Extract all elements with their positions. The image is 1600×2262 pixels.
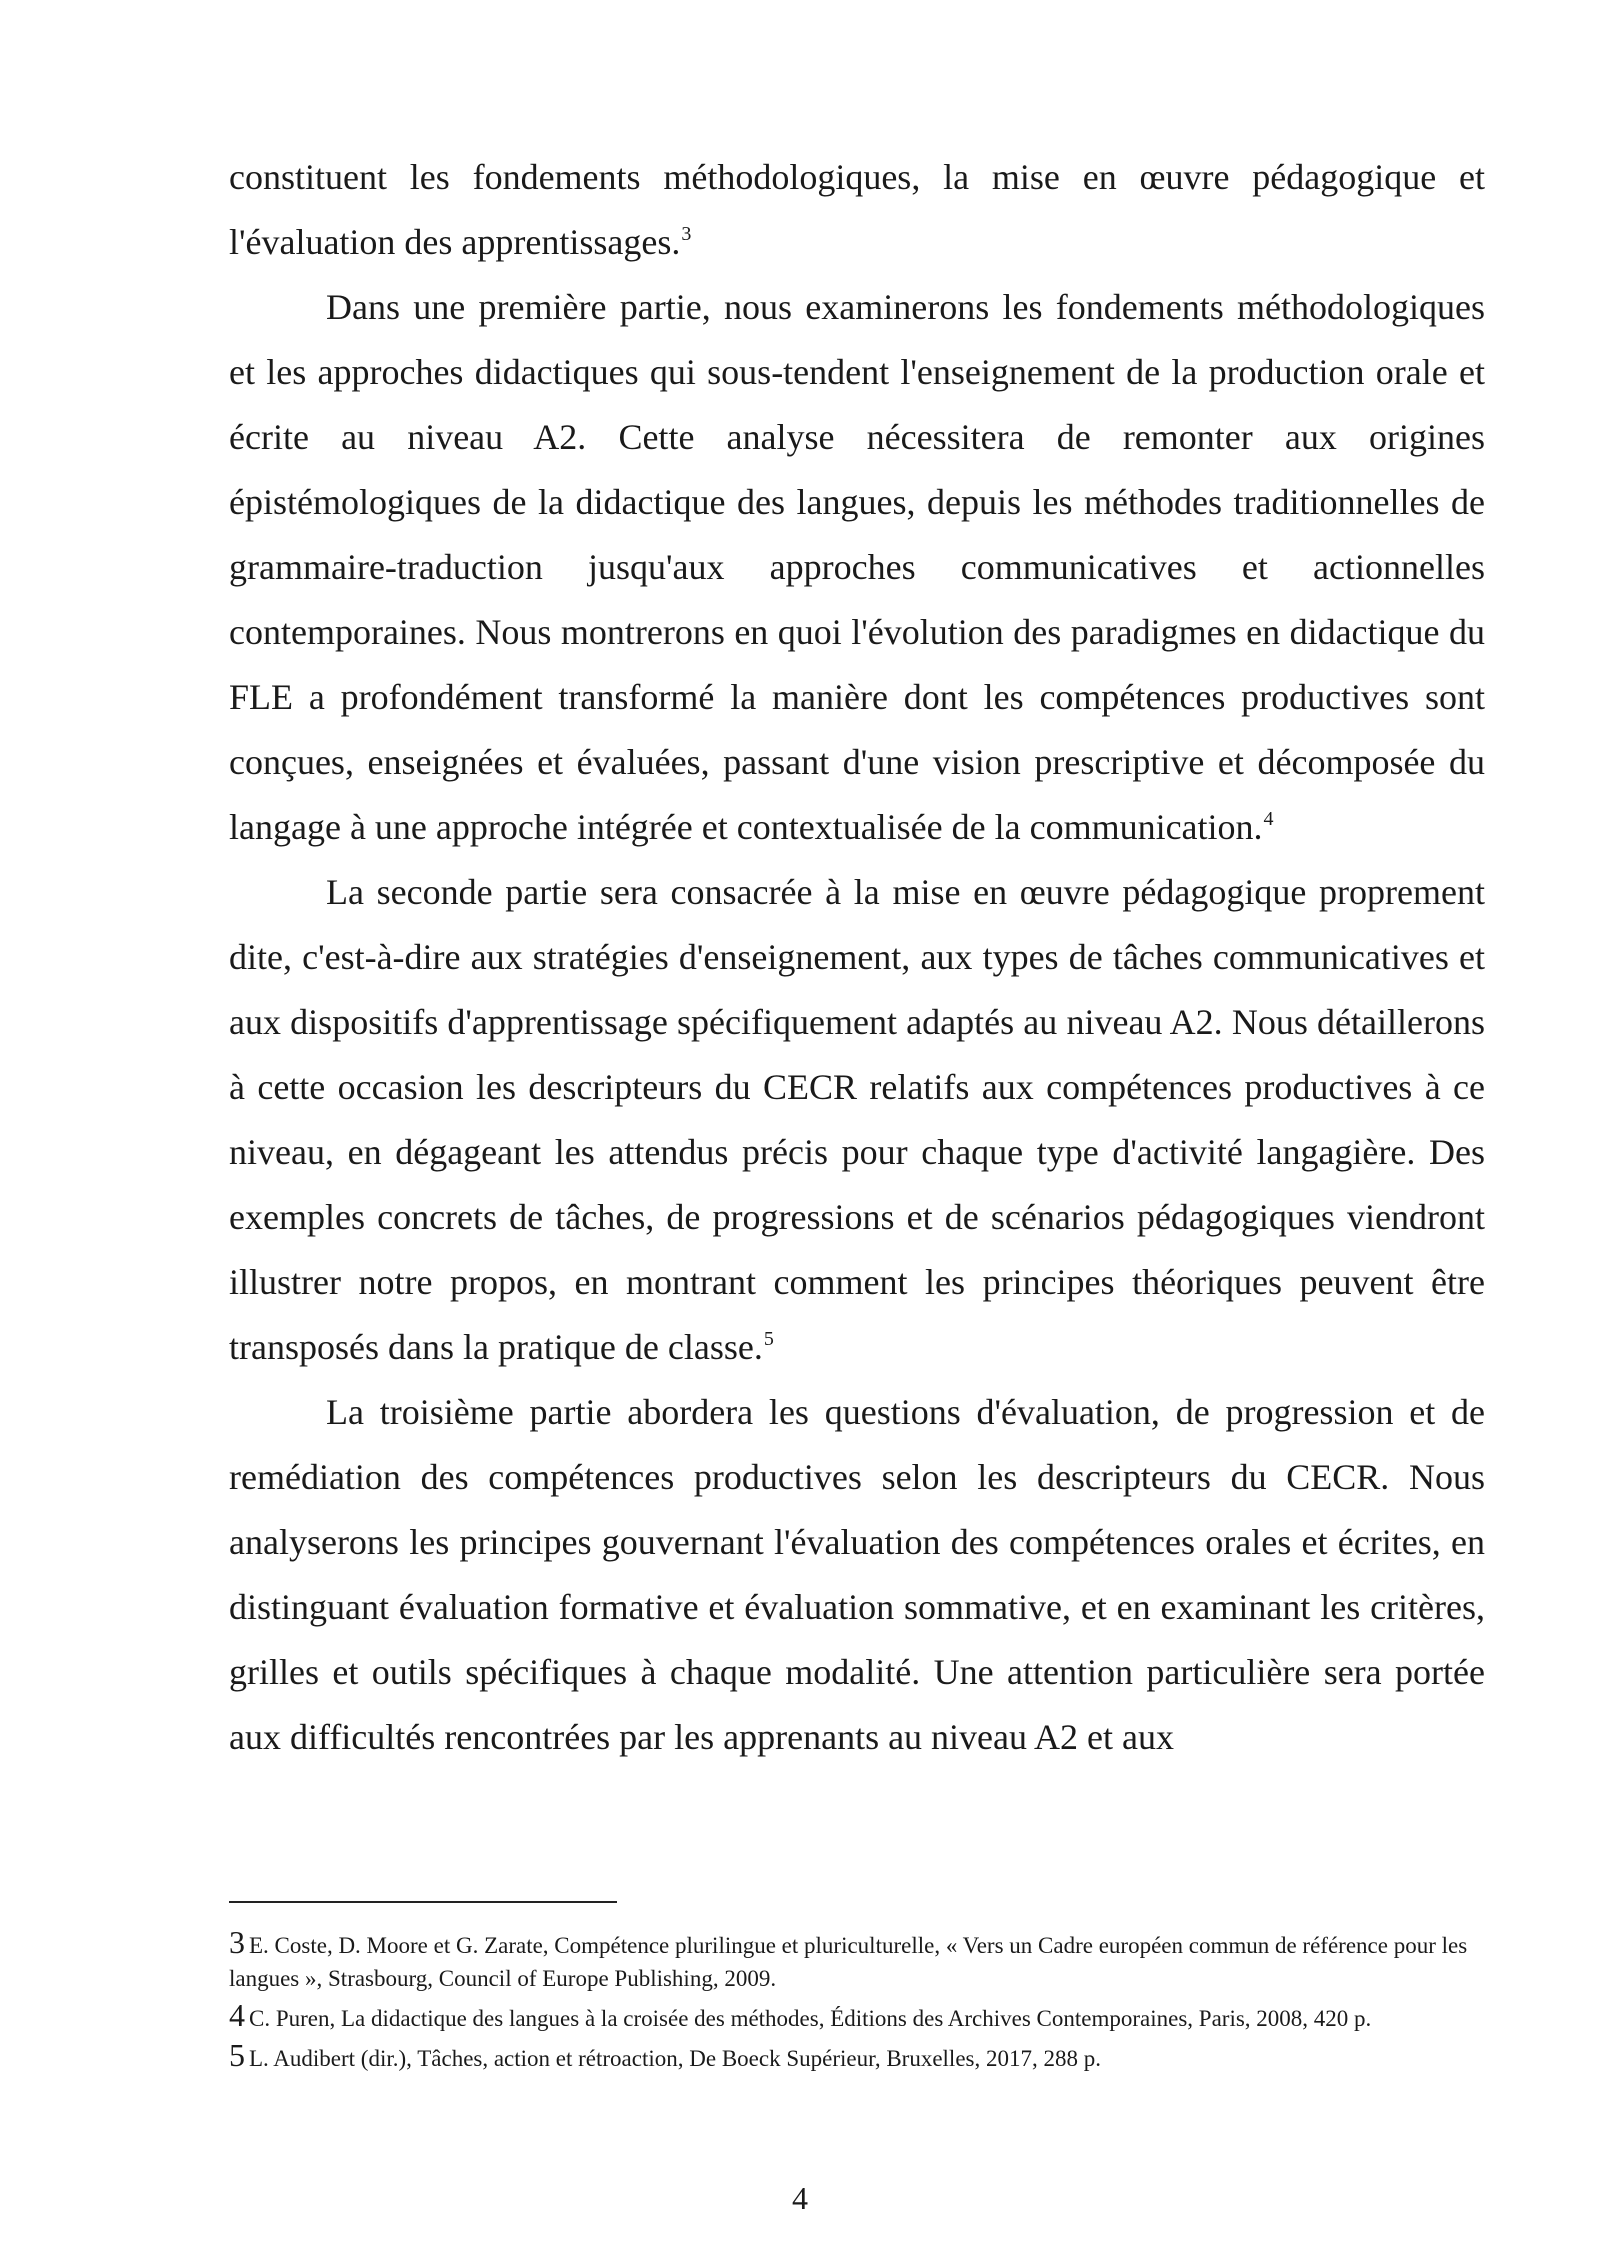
footnote-reference: 5 <box>763 1328 774 1350</box>
footnote-number: 5 <box>229 2037 245 2073</box>
paragraph <box>229 145 1485 275</box>
paragraph <box>229 275 1485 860</box>
paragraph <box>229 860 1485 1380</box>
footnote-text: L. Audibert (dir.), Tâches, action et rétroaction, De Boeck Supérieur, Bruxelles, 2017, 288 p. <box>249 2046 1101 2071</box>
paragraph-text: constituent les fondements méthodologiques, la mise en œuvre pédagogique et l'évaluation des apprentissages. <box>229 157 1485 262</box>
footnote <box>229 1999 1485 2035</box>
paragraph-text: Dans une première partie, nous examinerons les fondements méthodologiques et les approches didactiques qui sous-tendent l'enseignement de la production orale et écrite au niveau A2. Cette analyse nécessitera de remonter aux origines épistémologiques de la didactique des langues, depuis les méthodes traditionnelles de grammaire-traduction jusqu'aux approches communicatives et actionnelles contemporaines. Nous montrerons en quoi l'évolution des paradigmes en didactique du FLE a profondément transformé la manière dont les compétences productives sont conçues, enseignées et évaluées, passant d'une vision prescriptive et décomposée du langage à une approche intégrée et contextualisée de la communication. <box>229 287 1485 847</box>
footnote-text: C. Puren, La didactique des langues à la croisée des méthodes, Éditions des Archives Contemporaines, Paris, 2008, 420 p. <box>249 2006 1372 2031</box>
page-number: 4 <box>792 2180 808 2216</box>
paragraph <box>229 1380 1485 1770</box>
footnote-reference: 4 <box>1263 808 1274 830</box>
footnote-number: 3 <box>229 1924 245 1960</box>
footnote <box>229 2039 1485 2075</box>
footnote-text: E. Coste, D. Moore et G. Zarate, Compétence plurilingue et pluriculturelle, « Vers un Cadre européen commun de référence pour les langues », Strasbourg, Council of Europe Publishing, 2009. <box>229 1933 1468 1991</box>
footnote-reference: 3 <box>681 223 692 245</box>
paragraph-text: La seconde partie sera consacrée à la mise en œuvre pédagogique proprement dite, c'est-à-dire aux stratégies d'enseignement, aux types de tâches communicatives et aux dispositifs d'apprentissage spécifiquement adaptés au niveau A2. Nous détaillerons à cette occasion les descripteurs du CECR relatifs aux compétences productives à ce niveau, en dégageant les attendus précis pour chaque type d'activité langagière. Des exemples concrets de tâches, de progressions et de scénarios pédagogiques viendront illustrer notre propos, en montrant comment les principes théoriques peuvent être transposés dans la pratique de classe. <box>229 872 1485 1367</box>
footnote-separator <box>229 1901 617 1903</box>
footnote <box>229 1926 1485 1995</box>
footnote-number: 4 <box>229 1997 245 2033</box>
paragraph-text: La troisième partie abordera les questions d'évaluation, de progression et de remédiation des compétences productives selon les descripteurs du CECR. Nous analyserons les principes gouvernant l'évaluation des compétences orales et écrites, en distinguant évaluation formative et évaluation sommative, et en examinant les critères, grilles et outils spécifiques à chaque modalité. Une attention particulière sera portée aux difficultés rencontrées par les apprenants au niveau A2 et aux <box>229 1392 1485 1757</box>
body-text <box>229 145 1485 1770</box>
footnotes <box>229 1926 1485 2079</box>
